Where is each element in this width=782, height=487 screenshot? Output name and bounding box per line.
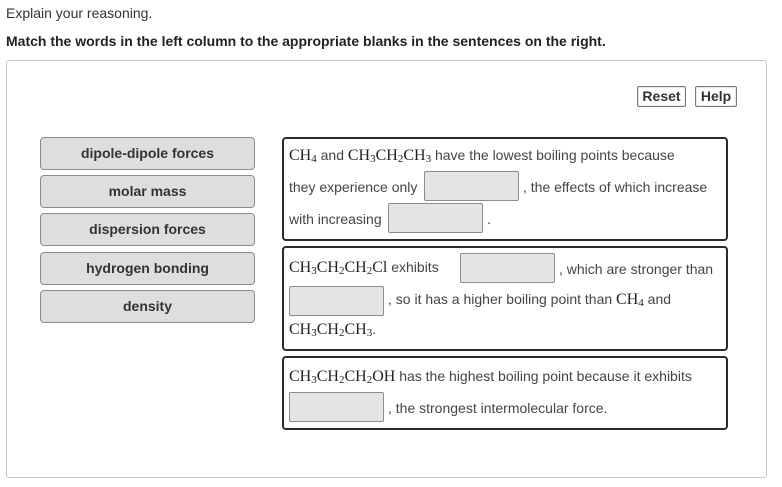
sentence-3-text-2: , the strongest intermolecular force. xyxy=(388,400,608,416)
sentence-1-line-1 xyxy=(289,147,675,165)
sentence-1-text-5: . xyxy=(487,211,491,227)
sentence-2-line-2 xyxy=(388,291,671,309)
reset-button[interactable]: Reset xyxy=(637,86,686,107)
sentence-1-and: and xyxy=(320,147,344,163)
word-tile-density[interactable]: density xyxy=(40,290,255,323)
sentence-1-text-3: , the effects of which increase xyxy=(523,179,708,195)
sentence-1-text-4: with increasing xyxy=(289,211,382,227)
formula-propane-2: $CH_3CH_2CH_3$ xyxy=(289,321,373,339)
sentence-2-text-3: , so it has a higher boiling point than xyxy=(388,291,613,307)
drop-blank-sentence-1-first[interactable] xyxy=(424,171,519,201)
word-tile-dipole-dipole-forces[interactable]: dipole-dipole forces xyxy=(40,137,255,170)
word-tile-hydrogen-bonding[interactable]: hydrogen bonding xyxy=(40,252,255,285)
word-tile-dispersion-forces[interactable]: dispersion forces xyxy=(40,213,255,246)
sentence-2-text-2: , which are stronger than xyxy=(559,261,714,277)
instruction-text: Match the words in the left column to the appropriate blanks in the sentences on the right. xyxy=(6,33,606,49)
sentence-box-3 xyxy=(282,356,728,430)
formula-propane: $CH_3CH_2CH_3$ xyxy=(347,147,432,165)
drop-blank-sentence-2-second[interactable] xyxy=(289,286,384,316)
sentence-2-line-1 xyxy=(289,259,439,277)
sentence-1-text-1: have the lowest boiling points because xyxy=(434,147,675,163)
word-tile-molar-mass[interactable]: molar mass xyxy=(40,175,255,208)
formula-chloropropane: $CH_3CH_2CH_2Cl$ xyxy=(289,259,388,277)
formula-ch4-2: $CH_4$ xyxy=(616,291,644,309)
sentence-2-text-1: exhibits xyxy=(391,259,439,275)
formula-propanol: $CH_3CH_2CH_2OH$ xyxy=(289,368,396,386)
sentence-box-1 xyxy=(282,137,728,241)
sentence-3-text-1: has the highest boiling point because it exhibits xyxy=(399,368,692,384)
sentence-3-line-1 xyxy=(289,368,692,386)
sentence-1-text-2: they experience only xyxy=(289,179,418,195)
sentence-2-and: and xyxy=(647,291,672,307)
sentence-2-line-3 xyxy=(289,321,376,339)
formula-ch4: $CH_4$ xyxy=(289,147,317,165)
sentence-box-2 xyxy=(282,246,728,351)
drop-blank-sentence-1-second[interactable] xyxy=(388,203,483,233)
drop-blank-sentence-3[interactable] xyxy=(289,392,384,422)
drop-blank-sentence-2-first[interactable] xyxy=(460,253,555,283)
sentence-2-end: . xyxy=(372,321,377,337)
help-button[interactable]: Help xyxy=(695,86,737,107)
question-prompt: Explain your reasoning. xyxy=(6,5,153,21)
